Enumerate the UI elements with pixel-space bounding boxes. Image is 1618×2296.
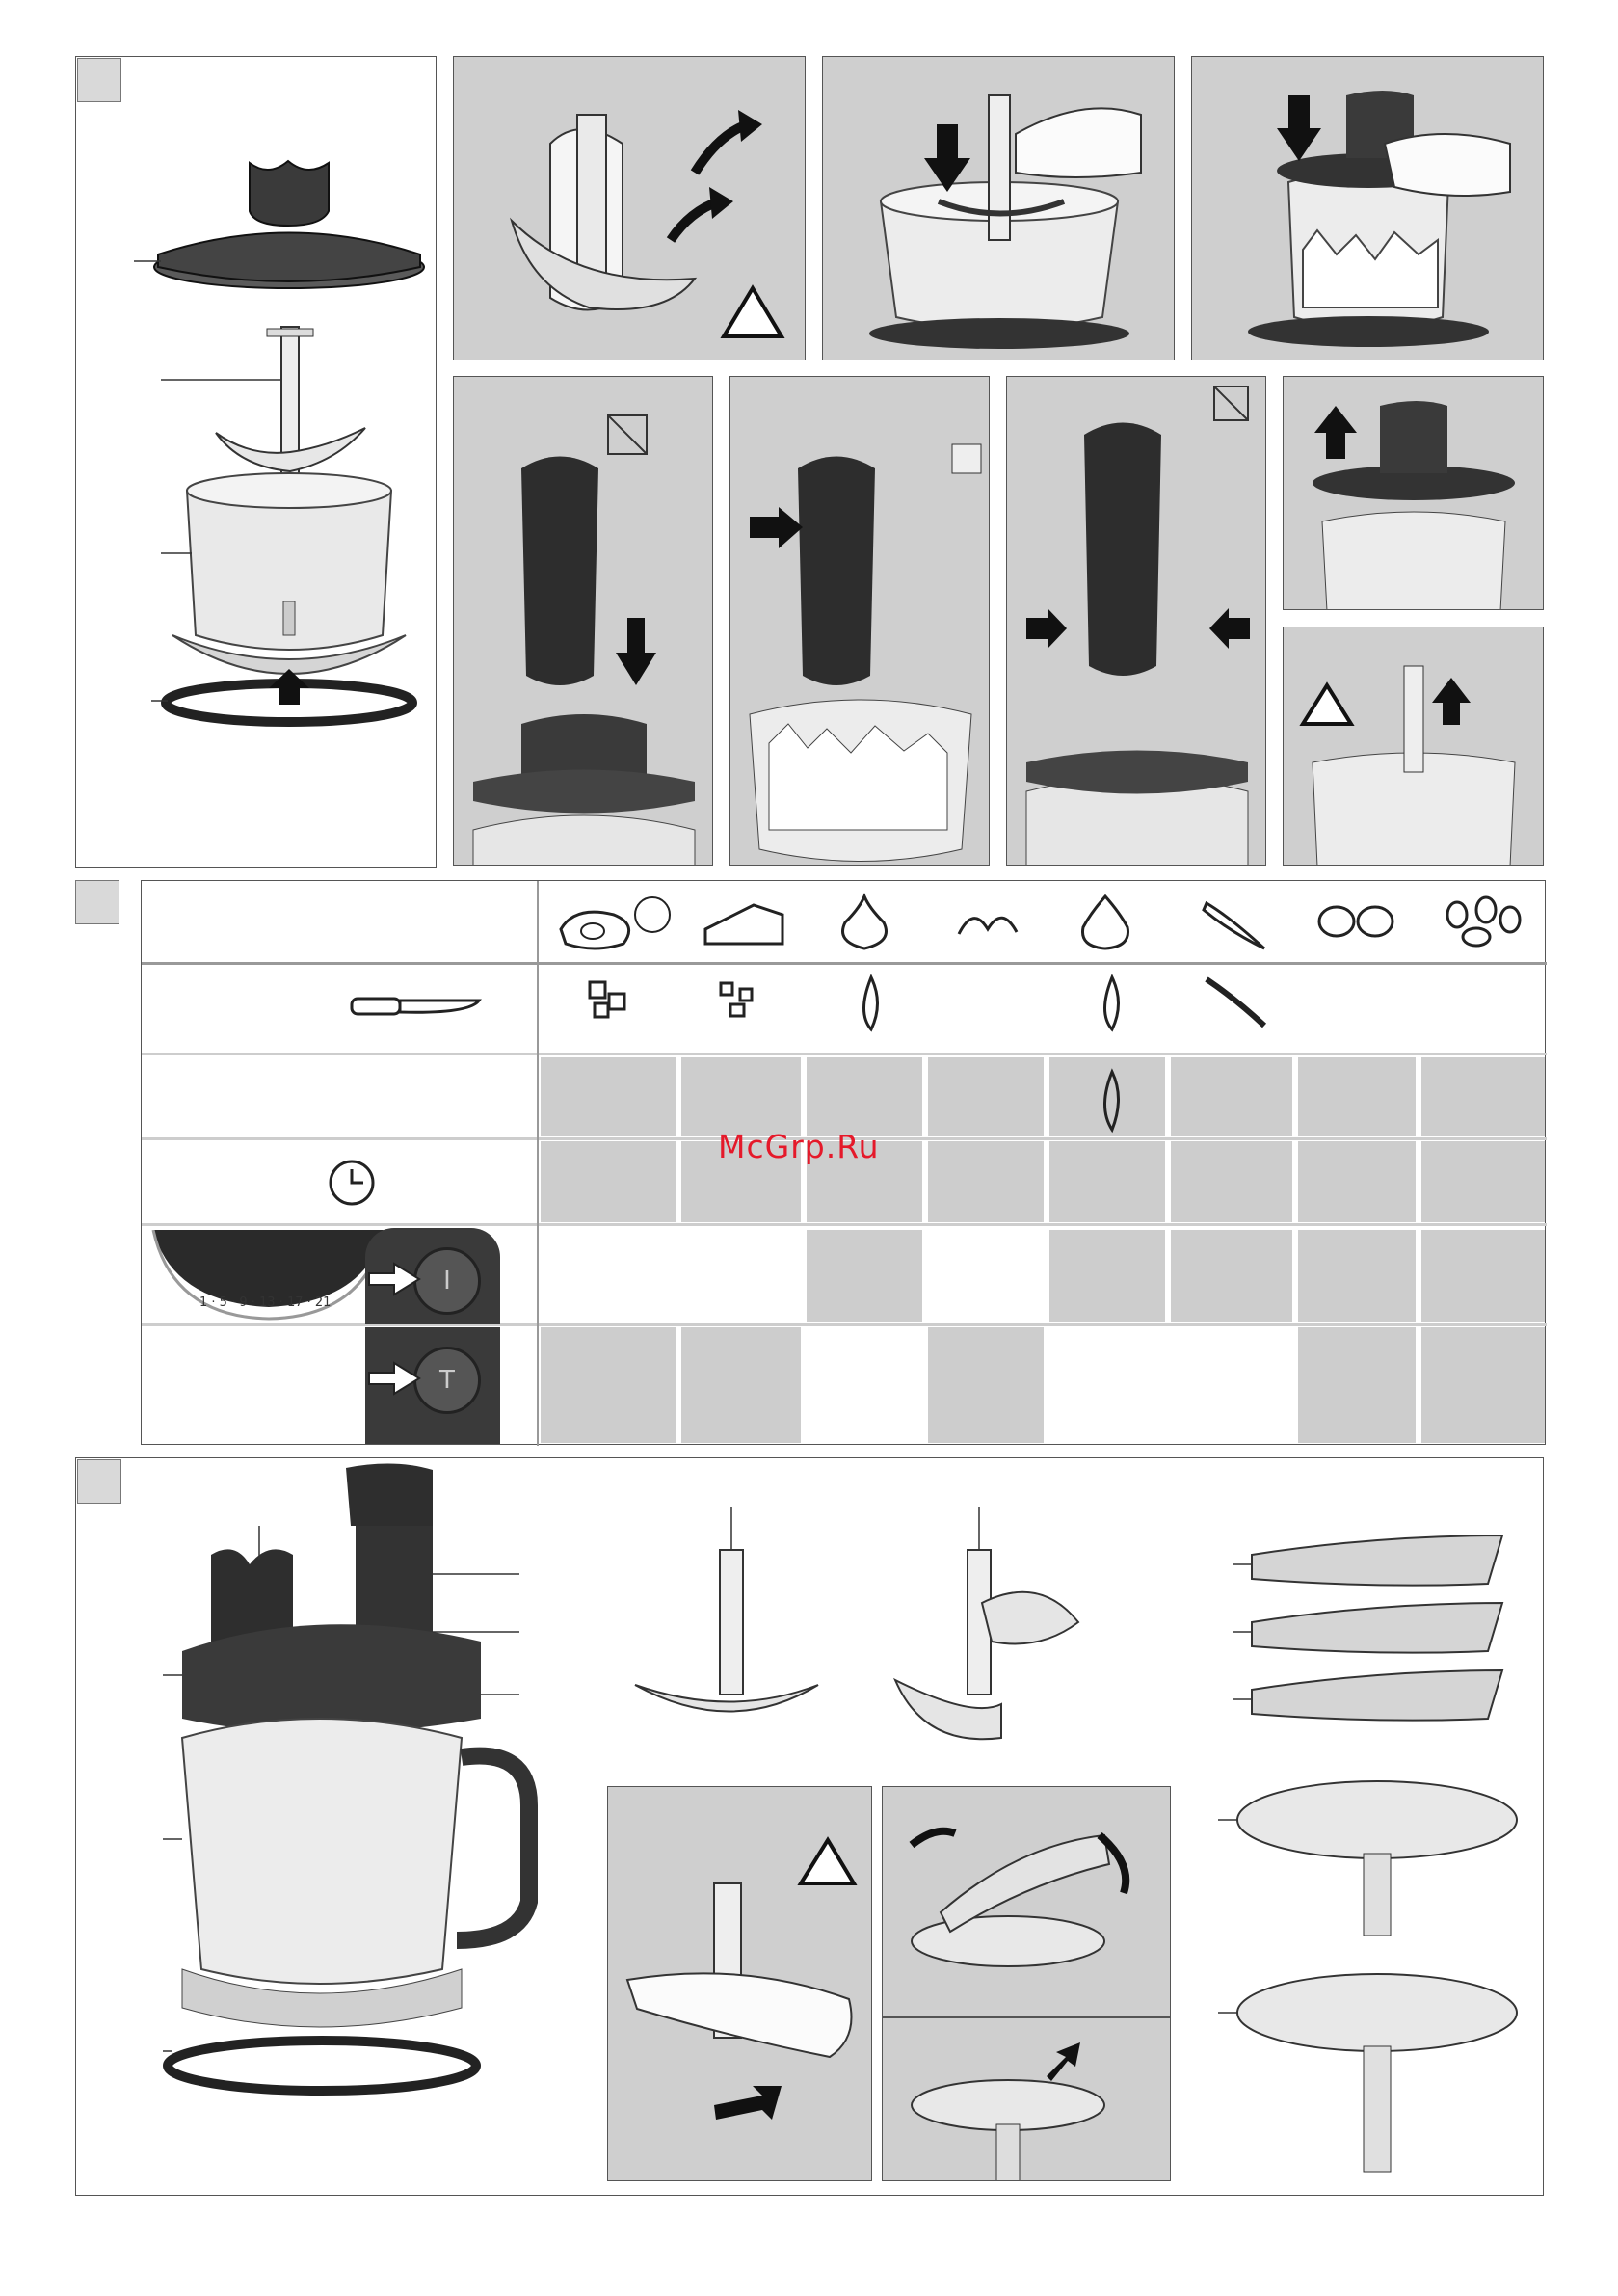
onion-quarter-icon (847, 970, 886, 1037)
speed-cell (1298, 1230, 1416, 1322)
time-cell (1049, 1141, 1165, 1222)
time-cell (1421, 1141, 1545, 1222)
speed-cell (807, 1230, 922, 1322)
amount-cell (1171, 1057, 1292, 1136)
step-remove-cover-panel (607, 1786, 872, 2181)
amount-row-label (142, 1057, 537, 1136)
turbo-cell (541, 1327, 676, 1443)
carrot-pieces-icon (1197, 970, 1274, 1032)
cubes-icon (580, 973, 638, 1030)
step-remove-lid-panel (1283, 376, 1544, 610)
press-arrow-icon (365, 1361, 423, 1396)
knife-icon (344, 987, 489, 1026)
row-divider (142, 1053, 1547, 1055)
herbs-icon (949, 895, 1026, 953)
turbo-cell (1298, 1327, 1416, 1443)
step-release-motor-panel (1006, 376, 1266, 866)
speed-cell (1421, 1230, 1545, 1322)
step-remove-blade-panel (453, 56, 806, 360)
garlic-icon (1072, 889, 1139, 956)
dial-ticks-label: 1 · 5 · 9 · 13 · 17 · 21 (199, 1295, 332, 1310)
step-remove-disc-panel (882, 2017, 1171, 2181)
step-place-lid-panel (1191, 56, 1544, 360)
turbo-button[interactable] (365, 1327, 500, 1444)
amount-cell (681, 1057, 801, 1136)
time-cell (1171, 1141, 1292, 1222)
step-insert-blade-panel (822, 56, 1175, 360)
cheese-pieces-icon (715, 977, 773, 1026)
time-cell (541, 1141, 676, 1222)
speed-cell (1049, 1230, 1165, 1322)
press-arrow-icon (365, 1262, 423, 1296)
chopper-exploded-illustration (76, 57, 438, 868)
garlic-clove-icon (1088, 1064, 1127, 1136)
row-divider (142, 1323, 1547, 1326)
step-plug-in-panel (729, 376, 990, 866)
onion-icon (831, 889, 898, 956)
header-divider (142, 962, 1547, 965)
amount-cell (928, 1057, 1044, 1136)
carrot-icon (1192, 889, 1279, 956)
almonds-icon (1438, 891, 1534, 953)
meat-icon (546, 891, 672, 958)
turbo-button-face: T (413, 1347, 481, 1414)
clock-icon (323, 1154, 381, 1212)
nuts-icon (1313, 893, 1404, 950)
turbo-cell (681, 1327, 801, 1443)
garlic-clove-icon (1088, 970, 1127, 1037)
watermark-text: McGrp.Ru (718, 1128, 880, 1165)
row-divider (142, 1223, 1547, 1226)
amount-cell (1421, 1057, 1545, 1136)
section-a-exploded-view (75, 56, 437, 868)
turbo-cell (928, 1327, 1044, 1443)
speed-button-face: I (413, 1247, 481, 1315)
step-attach-motor-panel (453, 376, 713, 866)
section-b-label-box (75, 880, 119, 924)
turbo-cell (1421, 1327, 1545, 1443)
speed-cell (1171, 1230, 1292, 1322)
amount-cell (807, 1057, 922, 1136)
step-remove-blade-warning-panel (1283, 627, 1544, 866)
amount-cell (1298, 1057, 1416, 1136)
cheese-icon (696, 895, 792, 953)
time-cell (928, 1141, 1044, 1222)
column-divider (537, 881, 539, 1446)
amount-cell (541, 1057, 676, 1136)
speed-button[interactable] (365, 1228, 500, 1324)
time-cell (1298, 1141, 1416, 1222)
step-attach-disc-panel (882, 1786, 1171, 2017)
